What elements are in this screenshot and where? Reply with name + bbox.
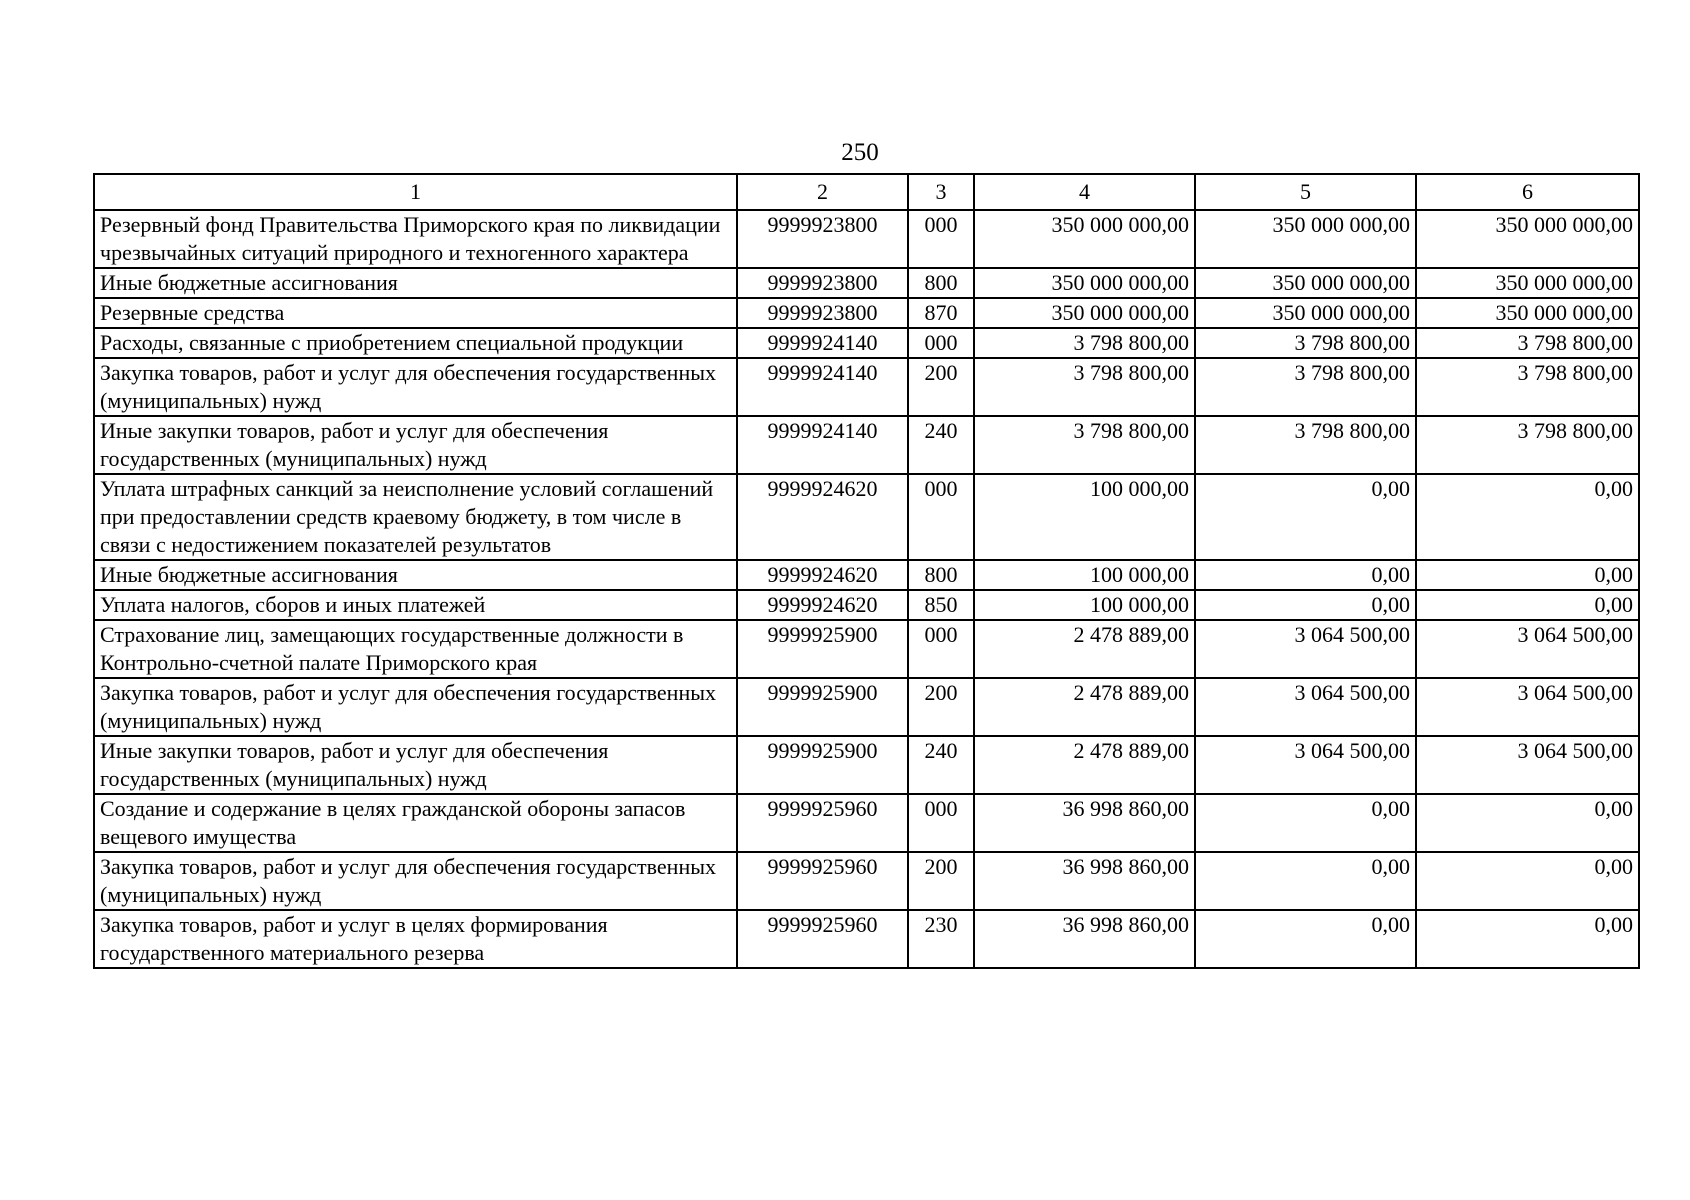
- expense-name: Резервный фонд Правительства Приморского края по ликвидации чрезвычайных ситуаций природного и техногенного характера: [94, 210, 737, 268]
- expense-type: 200: [908, 852, 974, 910]
- amount-col-6: 0,00: [1416, 852, 1639, 910]
- table-row: [94, 620, 1639, 678]
- amount-col-6: 3 064 500,00: [1416, 678, 1639, 736]
- expense-name: Расходы, связанные с приобретением специальной продукции: [94, 328, 737, 358]
- expense-name: Иные закупки товаров, работ и услуг для обеспечения государственных (муниципальных) нужд: [94, 736, 737, 794]
- target-code: 9999924620: [737, 590, 908, 620]
- target-code: 9999923800: [737, 210, 908, 268]
- table-row: [94, 736, 1639, 794]
- target-code: 9999925960: [737, 852, 908, 910]
- amount-col-5: 0,00: [1195, 852, 1416, 910]
- expense-type: 000: [908, 210, 974, 268]
- expense-name: Закупка товаров, работ и услуг для обеспечения государственных (муниципальных) нужд: [94, 358, 737, 416]
- expense-type: 000: [908, 328, 974, 358]
- expense-name: Страхование лиц, замещающих государственные должности в Контрольно-счетной палате Приморского края: [94, 620, 737, 678]
- expense-type: 240: [908, 416, 974, 474]
- expense-type: 000: [908, 474, 974, 560]
- target-code: 9999924620: [737, 474, 908, 560]
- header-cell-2: 2: [737, 174, 908, 210]
- target-code: 9999924140: [737, 358, 908, 416]
- header-row: [94, 174, 1639, 210]
- expense-type: 850: [908, 590, 974, 620]
- amount-col-5: 350 000 000,00: [1195, 268, 1416, 298]
- header-cell-4: 4: [974, 174, 1195, 210]
- expense-name: Закупка товаров, работ и услуг для обеспечения государственных (муниципальных) нужд: [94, 678, 737, 736]
- amount-col-6: 0,00: [1416, 474, 1639, 560]
- amount-col-6: 0,00: [1416, 794, 1639, 852]
- target-code: 9999925900: [737, 620, 908, 678]
- target-code: 9999923800: [737, 298, 908, 328]
- amount-col-6: 3 064 500,00: [1416, 620, 1639, 678]
- table-row: [94, 852, 1639, 910]
- amount-col-4: 350 000 000,00: [974, 298, 1195, 328]
- target-code: 9999924140: [737, 328, 908, 358]
- amount-col-6: 3 798 800,00: [1416, 358, 1639, 416]
- table-row: [94, 794, 1639, 852]
- amount-col-4: 36 998 860,00: [974, 852, 1195, 910]
- expense-name: Иные бюджетные ассигнования: [94, 268, 737, 298]
- amount-col-5: 0,00: [1195, 910, 1416, 968]
- amount-col-4: 100 000,00: [974, 474, 1195, 560]
- amount-col-6: 350 000 000,00: [1416, 268, 1639, 298]
- expense-type: 800: [908, 268, 974, 298]
- table-row: [94, 678, 1639, 736]
- expense-type: 000: [908, 620, 974, 678]
- amount-col-4: 100 000,00: [974, 590, 1195, 620]
- amount-col-4: 350 000 000,00: [974, 268, 1195, 298]
- amount-col-6: 0,00: [1416, 560, 1639, 590]
- table-row: [94, 210, 1639, 268]
- page-number: 250: [841, 139, 879, 166]
- amount-col-5: 350 000 000,00: [1195, 298, 1416, 328]
- header-cell-1: 1: [94, 174, 737, 210]
- header-cell-5: 5: [1195, 174, 1416, 210]
- amount-col-5: 3 064 500,00: [1195, 678, 1416, 736]
- amount-col-5: 3 064 500,00: [1195, 620, 1416, 678]
- header-cell-6: 6: [1416, 174, 1639, 210]
- amount-col-4: 3 798 800,00: [974, 328, 1195, 358]
- target-code: 9999925900: [737, 736, 908, 794]
- amount-col-4: 2 478 889,00: [974, 620, 1195, 678]
- expense-name: Уплата налогов, сборов и иных платежей: [94, 590, 737, 620]
- amount-col-4: 36 998 860,00: [974, 794, 1195, 852]
- amount-col-5: 0,00: [1195, 590, 1416, 620]
- expense-type: 200: [908, 358, 974, 416]
- amount-col-6: 3 798 800,00: [1416, 416, 1639, 474]
- expense-name: Закупка товаров, работ и услуг для обеспечения государственных (муниципальных) нужд: [94, 852, 737, 910]
- table-row: [94, 910, 1639, 968]
- expense-name: Создание и содержание в целях гражданской обороны запасов вещевого имущества: [94, 794, 737, 852]
- budget-table: [93, 173, 1640, 969]
- target-code: 9999925960: [737, 910, 908, 968]
- table-row: [94, 560, 1639, 590]
- header-cell-3: 3: [908, 174, 974, 210]
- amount-col-4: 36 998 860,00: [974, 910, 1195, 968]
- amount-col-4: 3 798 800,00: [974, 416, 1195, 474]
- amount-col-6: 3 798 800,00: [1416, 328, 1639, 358]
- amount-col-4: 350 000 000,00: [974, 210, 1195, 268]
- amount-col-4: 100 000,00: [974, 560, 1195, 590]
- target-code: 9999923800: [737, 268, 908, 298]
- amount-col-6: 350 000 000,00: [1416, 210, 1639, 268]
- amount-col-4: 3 798 800,00: [974, 358, 1195, 416]
- expense-type: 200: [908, 678, 974, 736]
- table-row: [94, 328, 1639, 358]
- amount-col-6: 3 064 500,00: [1416, 736, 1639, 794]
- amount-col-5: 0,00: [1195, 794, 1416, 852]
- amount-col-5: 350 000 000,00: [1195, 210, 1416, 268]
- amount-col-6: 350 000 000,00: [1416, 298, 1639, 328]
- amount-col-6: 0,00: [1416, 590, 1639, 620]
- amount-col-4: 2 478 889,00: [974, 736, 1195, 794]
- table-row: [94, 590, 1639, 620]
- expense-name: Уплата штрафных санкций за неисполнение условий соглашений при предоставлении средств краевому бюджету, в том числе в связи с недостижением показателей результатов: [94, 474, 737, 560]
- table-row: [94, 358, 1639, 416]
- expense-type: 230: [908, 910, 974, 968]
- expense-name: Иные бюджетные ассигнования: [94, 560, 737, 590]
- expense-type: 870: [908, 298, 974, 328]
- table-row: [94, 474, 1639, 560]
- expense-type: 000: [908, 794, 974, 852]
- expense-name: Закупка товаров, работ и услуг в целях формирования государственного материального резерва: [94, 910, 737, 968]
- table-row: [94, 416, 1639, 474]
- target-code: 9999925900: [737, 678, 908, 736]
- amount-col-5: 3 798 800,00: [1195, 358, 1416, 416]
- expense-type: 240: [908, 736, 974, 794]
- amount-col-4: 2 478 889,00: [974, 678, 1195, 736]
- table-row: [94, 268, 1639, 298]
- target-code: 9999924620: [737, 560, 908, 590]
- expense-type: 800: [908, 560, 974, 590]
- amount-col-5: 0,00: [1195, 560, 1416, 590]
- amount-col-5: 3 798 800,00: [1195, 328, 1416, 358]
- amount-col-6: 0,00: [1416, 910, 1639, 968]
- amount-col-5: 3 064 500,00: [1195, 736, 1416, 794]
- expense-name: Иные закупки товаров, работ и услуг для обеспечения государственных (муниципальных) нужд: [94, 416, 737, 474]
- target-code: 9999924140: [737, 416, 908, 474]
- table-row: [94, 298, 1639, 328]
- expense-name: Резервные средства: [94, 298, 737, 328]
- target-code: 9999925960: [737, 794, 908, 852]
- amount-col-5: 3 798 800,00: [1195, 416, 1416, 474]
- amount-col-5: 0,00: [1195, 474, 1416, 560]
